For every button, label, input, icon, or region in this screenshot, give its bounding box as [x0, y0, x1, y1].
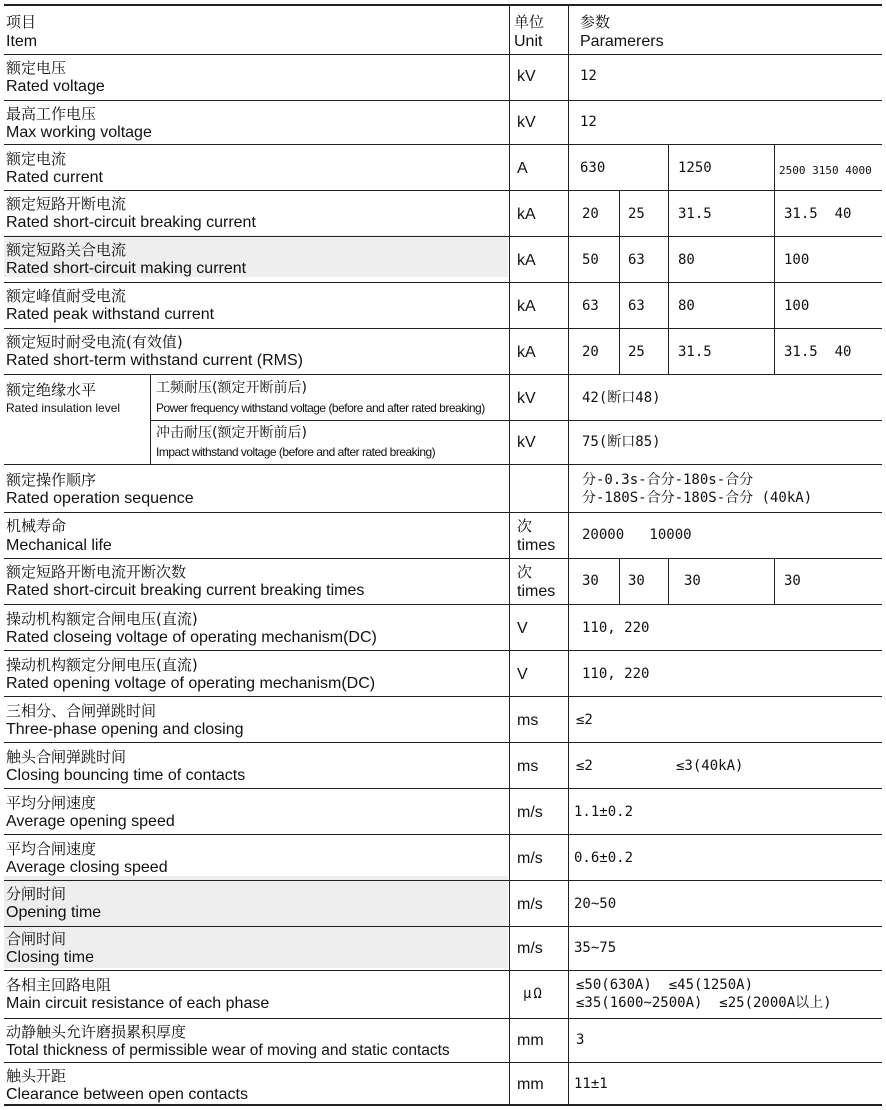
row-value: 50 [582, 252, 599, 268]
row-value: 20 [582, 344, 599, 360]
row-value: ≤35(1600~2500A) ≤25(2000A以上) [576, 995, 832, 1011]
row-label-en: Closing bouncing time of contacts [6, 767, 246, 784]
table-bottom-border [4, 1104, 882, 1106]
row-divider [4, 1062, 882, 1063]
row-label-cn: 额定电压 [6, 59, 67, 77]
row-value: 31.5 40 [784, 206, 852, 222]
row-divider [4, 650, 882, 651]
row-unit-cn: 次 [517, 517, 533, 535]
row-unit: V [517, 620, 528, 637]
row-divider [4, 464, 882, 465]
row-unit: kA [517, 252, 536, 269]
row-label-cn: 额定电流 [6, 150, 67, 168]
row-value: 110, 220 [582, 666, 650, 682]
row-label-en: Rated voltage [6, 78, 105, 95]
row-value: 31.5 [678, 206, 712, 222]
row-label-cn: 分闸时间 [6, 885, 67, 903]
row-label-cn: 额定操作顺序 [6, 471, 97, 489]
row-unit: kA [517, 298, 536, 315]
row-label-cn: 各相主回路电阻 [6, 976, 112, 994]
column-divider [509, 4, 510, 1105]
row-divider [4, 788, 882, 789]
column-divider [619, 558, 620, 604]
row-label-en: Opening time [6, 904, 102, 921]
row-value: 30 [684, 573, 701, 589]
row-value: 0.6±0.2 [574, 850, 634, 866]
row-label-cn: 触头开距 [6, 1067, 67, 1085]
row-value: 1250 [678, 160, 712, 176]
row-label-en: Rated short-circuit making current [6, 260, 247, 277]
row-label-cn: 额定短路开断电流 [6, 195, 127, 213]
row-unit: ms [517, 712, 539, 729]
row-divider [4, 328, 882, 329]
row-label-cn: 动静触头允许磨损累积厚度 [6, 1023, 187, 1041]
header-item-cn: 项目 [6, 13, 37, 31]
row-divider [4, 54, 882, 55]
row-divider [4, 236, 882, 237]
header-item-en: Item [6, 33, 38, 50]
row-label-en: Mechanical life [6, 537, 112, 554]
row-divider [4, 880, 882, 881]
row-label-en: Rated operation sequence [6, 490, 194, 507]
row-value: 25 [628, 344, 645, 360]
row-label-en: Closing time [6, 949, 95, 966]
row-label-cn: 操动机构额定合闸电压(直流) [6, 610, 198, 628]
row-divider [4, 926, 882, 927]
row-value: 35~75 [574, 940, 617, 956]
sub-label-cn: 工频耐压(额定开断前后) [156, 380, 307, 396]
row-label-en: Total thickness of permissible wear of moving and static contacts [6, 1042, 450, 1059]
row-unit: kV [517, 68, 536, 85]
row-value: 80 [678, 252, 695, 268]
row-unit: V [517, 666, 528, 683]
header-unit-cn: 单位 [514, 13, 545, 31]
row-value: ≤2 [576, 758, 593, 774]
column-divider [774, 190, 775, 374]
row-value: 20~50 [574, 896, 617, 912]
row-label-en: Average closing speed [6, 859, 168, 876]
row-divider [4, 282, 882, 283]
row-value: 12 [580, 114, 597, 130]
sub-label-cn: 冲击耐压(额定开断前后) [156, 425, 307, 441]
row-value: 30 [582, 573, 599, 589]
row-label-cn: 三相分、合闸弹跳时间 [6, 702, 157, 720]
row-value: 31.5 [678, 344, 712, 360]
row-unit: A [517, 160, 528, 177]
header-param-cn: 参数 [580, 13, 611, 31]
row-label-cn: 机械寿命 [6, 517, 67, 535]
column-divider [774, 144, 775, 190]
row-value: 100 [784, 252, 810, 268]
row-unit: m/s [517, 940, 543, 957]
row-unit: mm [517, 1032, 544, 1049]
row-label-en: Rated short-circuit breaking current [6, 214, 256, 231]
row-value: 63 [628, 252, 645, 268]
row-value: 30 [784, 573, 801, 589]
column-divider [150, 374, 151, 464]
row-divider [150, 420, 882, 421]
column-divider [668, 558, 669, 604]
header-unit-en: Unit [514, 33, 543, 50]
row-value: 110, 220 [582, 620, 650, 636]
row-value: 1.1±0.2 [574, 804, 634, 820]
row-divider [4, 696, 882, 697]
row-label-cn: 额定绝缘水平 [6, 381, 97, 399]
row-divider [4, 742, 882, 743]
row-value: 11±1 [574, 1076, 608, 1092]
row-divider [4, 604, 882, 605]
row-value: 20000 10000 [582, 527, 692, 543]
row-divider [4, 512, 882, 513]
column-divider [774, 558, 775, 604]
row-label-en: Rated short-circuit breaking current breaking times [6, 582, 365, 599]
row-unit-en: times [517, 537, 556, 554]
row-value: 100 [784, 298, 810, 314]
row-label-en: Rated current [6, 169, 103, 186]
row-label-cn: 合闸时间 [6, 930, 67, 948]
row-unit: kA [517, 344, 536, 361]
row-value: 20 [582, 206, 599, 222]
row-value: ≤2 [576, 712, 593, 728]
row-divider [4, 190, 882, 191]
row-value: 42(断口48) [582, 390, 661, 406]
row-divider [4, 834, 882, 835]
column-divider [619, 190, 620, 374]
row-label-cn: 额定短路关合电流 [6, 241, 127, 259]
row-value: 3 [576, 1032, 585, 1048]
row-label-cn: 额定短路开断电流开断次数 [6, 563, 187, 581]
row-value: 分-180S-合分-180S-合分 (40kA) [582, 490, 813, 506]
row-label-en: Three-phase opening and closing [6, 721, 244, 738]
row-divider [4, 558, 882, 559]
row-value: 630 [580, 160, 606, 176]
row-unit: m/s [517, 850, 543, 867]
row-unit: kV [517, 114, 536, 131]
row-label-en: Rated closeing voltage of operating mechanism(DC) [6, 629, 377, 646]
row-divider [4, 100, 882, 101]
row-label-cn: 额定短时耐受电流(有效值) [6, 333, 183, 351]
row-unit: m/s [517, 896, 543, 913]
row-divider [4, 144, 882, 145]
row-value: 63 [628, 298, 645, 314]
row-value: 75(断口85) [582, 434, 661, 450]
row-label-en: Rated short-term withstand current (RMS) [6, 352, 303, 369]
row-divider [4, 374, 882, 375]
sub-label-en: Power frequency withstand voltage (before and after rated breaking) [156, 401, 485, 415]
row-divider [4, 970, 882, 971]
row-unit: kA [517, 206, 536, 223]
row-label-en: Main circuit resistance of each phase [6, 995, 270, 1012]
row-label-en: Rated opening voltage of operating mechanism(DC) [6, 675, 376, 692]
table-top-border [4, 4, 882, 6]
row-value: 2500 3150 4000 [779, 164, 872, 177]
row-unit: ms [517, 758, 539, 775]
row-unit: μΩ [523, 986, 544, 1002]
row-unit: m/s [517, 804, 543, 821]
row-label-cn: 最高工作电压 [6, 105, 97, 123]
row-label-cn: 触头合闸弹跳时间 [6, 748, 127, 766]
row-label-en: Clearance between open contacts [6, 1086, 248, 1103]
row-value: ≤50(630A) ≤45(1250A) [576, 977, 754, 993]
row-value: 分-0.3s-合分-180s-合分 [582, 472, 754, 488]
column-divider [568, 4, 569, 1105]
column-divider [668, 144, 669, 190]
row-value: 80 [678, 298, 695, 314]
row-value: 12 [580, 68, 597, 84]
sub-label-en: Impact withstand voltage (before and after rated breaking) [156, 445, 436, 459]
row-unit: mm [517, 1076, 544, 1093]
row-label-en: Rated peak withstand current [6, 306, 215, 323]
row-value: 30 [628, 573, 645, 589]
row-label-en: Rated insulation level [6, 401, 121, 415]
row-label-en: Average opening speed [6, 813, 175, 830]
row-unit-cn: 次 [517, 563, 533, 581]
column-divider [668, 190, 669, 374]
row-value: ≤3(40kA) [676, 758, 744, 774]
row-label-cn: 平均分闸速度 [6, 794, 97, 812]
row-label-cn: 操动机构额定分闸电压(直流) [6, 656, 198, 674]
row-label-cn: 平均合闸速度 [6, 840, 97, 858]
row-value: 63 [582, 298, 599, 314]
row-value: 25 [628, 206, 645, 222]
row-unit-en: times [517, 583, 556, 600]
row-label-en: Max working voltage [6, 124, 152, 141]
row-divider [4, 1018, 882, 1019]
header-param-en: Paramerers [580, 33, 664, 50]
row-label-cn: 额定峰值耐受电流 [6, 287, 127, 305]
row-unit: kV [517, 434, 536, 451]
row-value: 31.5 40 [784, 344, 852, 360]
row-unit: kV [517, 390, 536, 407]
